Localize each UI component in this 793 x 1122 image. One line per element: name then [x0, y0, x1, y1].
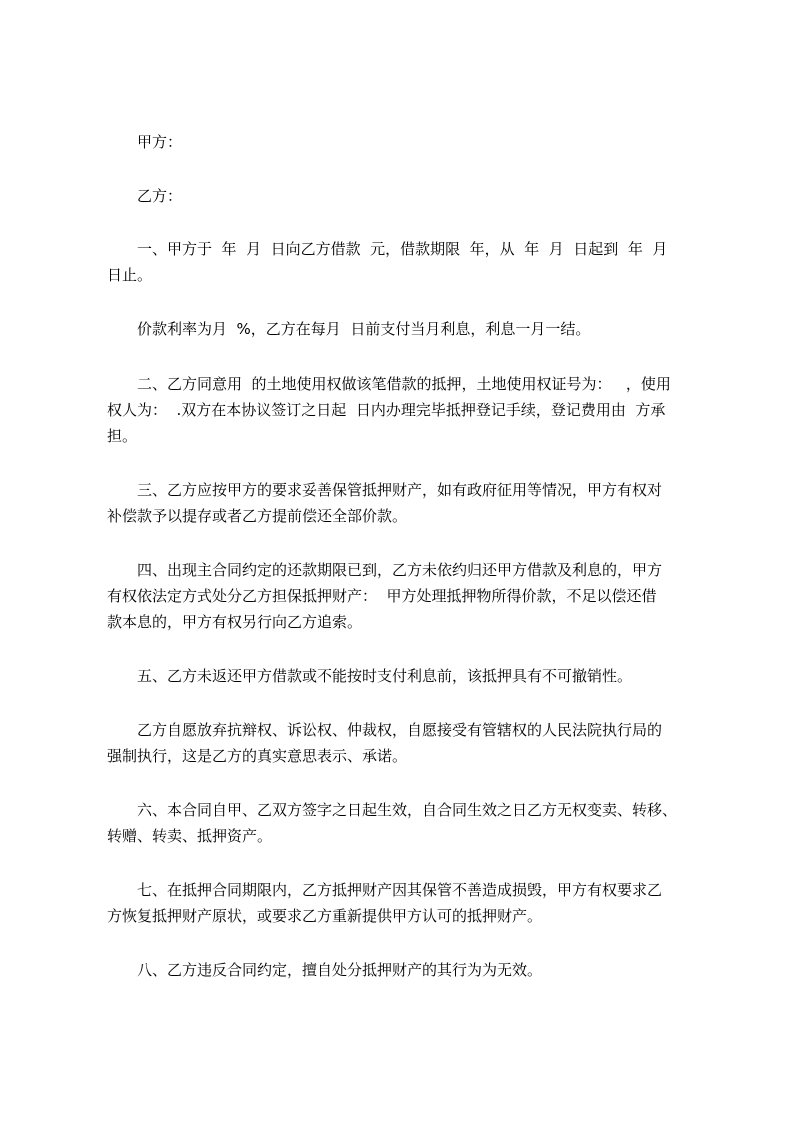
clause-6-line-2: 转赠、转卖、抵押资产。	[107, 827, 273, 845]
clause-5-line-1: 五、乙方未返还甲方借款或不能按时支付利息前，该抵押具有不可撤销性。	[137, 667, 633, 685]
clause-7-line-2: 方恢复抵押财产原状，或要求乙方重新提供甲方认可的抵押财产。	[107, 907, 543, 925]
party-b-label: 乙方：	[137, 187, 183, 205]
waiver-line-1: 乙方自愿放弃抗辩权、诉讼权、仲裁权，自愿接受有管辖权的人民法院执行局的	[137, 721, 663, 739]
clause-3-line-2: 补偿款予以提存或者乙方提前偿还全部价款。	[107, 507, 408, 525]
clause-2-line-3: 担。	[107, 427, 138, 445]
clause-8-line-1: 八、乙方违反合同约定，擅自处分抵押财产的其行为为无效。	[137, 961, 543, 979]
party-a-label: 甲方：	[137, 133, 183, 151]
clause-2-line-2: 权人为： .双方在本协议签订之日起 日内办理完毕抵押登记手续，登记费用由 方承	[107, 401, 666, 419]
clause-1-line-2: 日止。	[107, 266, 153, 284]
clause-4-line-3: 款本息的，甲方有权另行向乙方追索。	[107, 613, 363, 631]
waiver-line-2: 强制执行，这是乙方的真实意思表示、承诺。	[107, 747, 408, 765]
clause-4-line-2: 有权依法定方式处分乙方担保抵押财产： 甲方处理抵押物所得价款，不足以偿还借	[107, 587, 657, 605]
clause-2-line-1: 二、乙方同意用 的土地使用权做该笔借款的抵押，土地使用权证号为： ，使用	[137, 375, 671, 393]
clause-1-line-1: 一、甲方于 年 月 日向乙方借款 元，借款期限 年，从 年 月 日起到 年 月	[137, 240, 668, 258]
clause-7-line-1: 七、在抵押合同期限内，乙方抵押财产因其保管不善造成损毁，甲方有权要求乙	[137, 881, 663, 899]
interest-line-1: 价款利率为月 %，乙方在每月 日前支付当月利息，利息一月一结。	[137, 320, 591, 338]
clause-3-line-1: 三、乙方应按甲方的要求妥善保管抵押财产，如有政府征用等情况，甲方有权对	[137, 481, 663, 499]
clause-4-line-1: 四、出现主合同约定的还款期限已到，乙方未依约归还甲方借款及利息的，甲方	[137, 561, 663, 579]
clause-6-line-1: 六、本合同自甲、乙双方签字之日起生效，自合同生效之日乙方无权变卖、转移、	[137, 801, 678, 819]
